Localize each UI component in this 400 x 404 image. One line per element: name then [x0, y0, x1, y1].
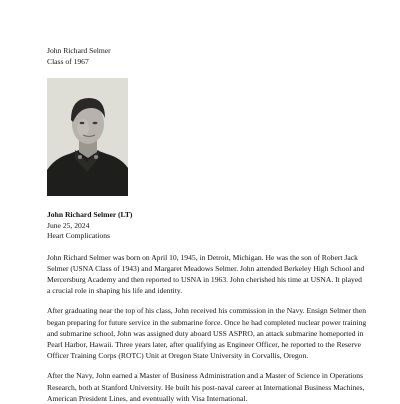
obituary-cause: Heart Complications — [47, 231, 111, 240]
biography-paragraph: After the Navy, John earned a Master of Business Administration and a Master of Science in Operations Research, both at Stanford University. He built his post-naval career at International Business Machines, American President Lines, and eventually with Visa International. — [47, 371, 365, 403]
header-class-year: Class of 1967 — [47, 56, 89, 66]
obituary-date: June 25, 2024 — [47, 220, 90, 230]
biography-paragraph: John Richard Selmer was born on April 10, 1945, in Detroit, Michigan. He was the son of Robert Jack Selmer (USNA Class of 1943) and Margaret Meadows Selmer. John attended Berkeley High School and Mercersburg Academy and then reported to USNA in 1963. John cherished his time at USNA. It played a crucial role in shaping his life and identity. — [47, 252, 365, 296]
obituary-meta — [47, 210, 367, 242]
portrait-photo-icon — [47, 78, 128, 196]
obituary-name-rank: John Richard Selmer (LT) — [47, 210, 133, 219]
header-name: John Richard Selmer — [47, 46, 111, 55]
portrait-photo — [47, 78, 128, 196]
biography-paragraph: After graduating near the top of his class, John received his commission in the Navy. Ensign Selmer then began preparing for future service in the submarine force. Once he had completed nuclear power training and submarine school, John was assigned duty aboard USS ASPRO, an attack submarine homeported in Pearl Harbor, Hawaii. Three years later, after qualifying as Engineer Officer, he reported to the Reserve Officer Training Corps (ROTC) Unit at Oregon State University in Corvallis, Oregon. — [47, 306, 367, 361]
obituary-page — [47, 46, 367, 404]
